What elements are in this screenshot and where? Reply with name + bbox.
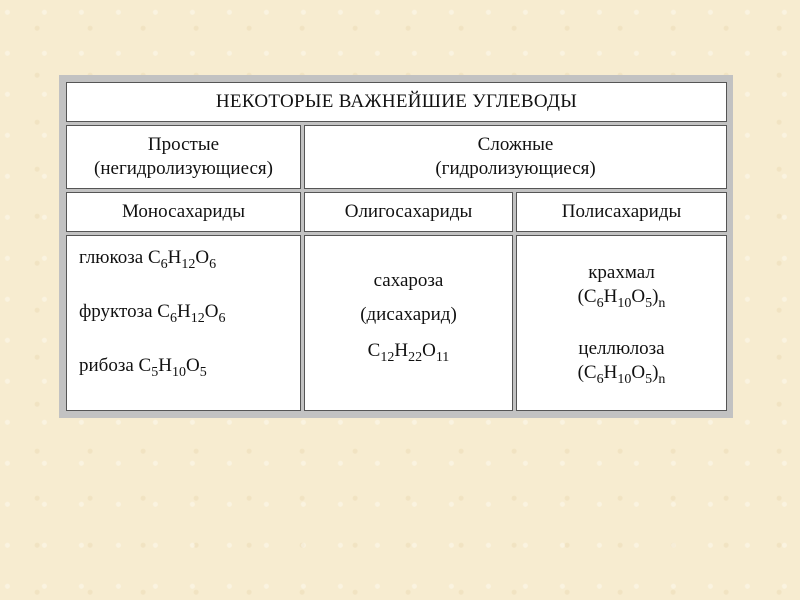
formula-element: O <box>422 340 436 361</box>
formula-index: 5 <box>199 365 207 380</box>
formula-index: 11 <box>435 350 450 365</box>
carbohydrates-table <box>63 79 730 414</box>
formula-index: 5 <box>645 296 653 311</box>
formula-index: 5 <box>151 365 159 380</box>
table-title: НЕКОТОРЫЕ ВАЖНЕЙШИЕ УГЛЕВОДЫ <box>66 82 727 122</box>
formula-index: n <box>658 372 666 387</box>
carbohydrates-table-panel <box>59 75 733 418</box>
formula-element: C <box>157 301 170 322</box>
formula-element: H <box>176 301 191 322</box>
formula-element: ) <box>652 362 659 383</box>
compound-formula <box>517 361 726 385</box>
polysaccharides-header: Полисахариды <box>516 192 727 232</box>
formula-element: H <box>158 355 172 376</box>
formula-index: 12 <box>190 311 205 326</box>
monosaccharides-header: Моносахариды <box>66 192 301 232</box>
formula-element: (C <box>577 286 597 307</box>
formula-element: C <box>147 247 161 268</box>
oligosaccharides-header: Олигосахариды <box>304 192 513 232</box>
formula-element: C <box>138 355 152 376</box>
formula-element: (C <box>577 362 597 383</box>
compound-name: глюкоза <box>79 247 144 268</box>
formula-element: H <box>394 340 409 361</box>
compound-name: фруктоза <box>79 301 153 322</box>
compound-name: целлюлоза <box>578 338 665 359</box>
formula-element: ) <box>652 286 659 307</box>
formula-index: 10 <box>617 296 632 311</box>
list-item <box>79 300 300 324</box>
compound-name: сахароза <box>373 270 444 291</box>
formula-index: 6 <box>209 257 217 272</box>
formula-index: 5 <box>645 372 653 387</box>
complex-sublabel: (гидролизующиеся) <box>435 158 596 179</box>
formula-index: 6 <box>596 296 604 311</box>
compound-formula <box>517 285 726 309</box>
formula-element: O <box>185 355 200 376</box>
formula-element: H <box>603 362 618 383</box>
monosaccharides-cell <box>66 235 301 411</box>
formula-index: 6 <box>218 311 226 326</box>
formula-index: 6 <box>160 257 168 272</box>
formula-element: O <box>631 362 646 383</box>
simple-label: Простые <box>147 134 220 155</box>
formula-index: 6 <box>596 372 604 387</box>
formula-index: 22 <box>408 350 423 365</box>
formula-index: 10 <box>171 365 186 380</box>
oligosaccharides-cell <box>304 235 513 411</box>
simple-header <box>66 125 301 189</box>
compound-name: крахмал <box>588 262 655 283</box>
compound-name: рибоза <box>79 355 134 376</box>
formula-element: O <box>631 286 646 307</box>
formula-index: 12 <box>380 350 395 365</box>
formula-index: 10 <box>617 372 632 387</box>
formula-index: 6 <box>169 311 177 326</box>
list-item <box>79 246 300 270</box>
formula-index: 12 <box>181 257 196 272</box>
formula-element: H <box>603 286 618 307</box>
complex-header <box>304 125 727 189</box>
simple-sublabel: (негидролизующиеся) <box>94 158 273 179</box>
compound-formula <box>305 339 512 363</box>
formula-element: H <box>167 247 182 268</box>
formula-element: O <box>195 247 210 268</box>
formula-index: n <box>658 296 666 311</box>
list-item <box>79 354 300 378</box>
compound-type: (дисахарид) <box>360 304 457 325</box>
polysaccharides-cell <box>516 235 727 411</box>
complex-label: Сложные <box>477 134 554 155</box>
formula-element: C <box>367 340 381 361</box>
formula-element: O <box>204 301 219 322</box>
